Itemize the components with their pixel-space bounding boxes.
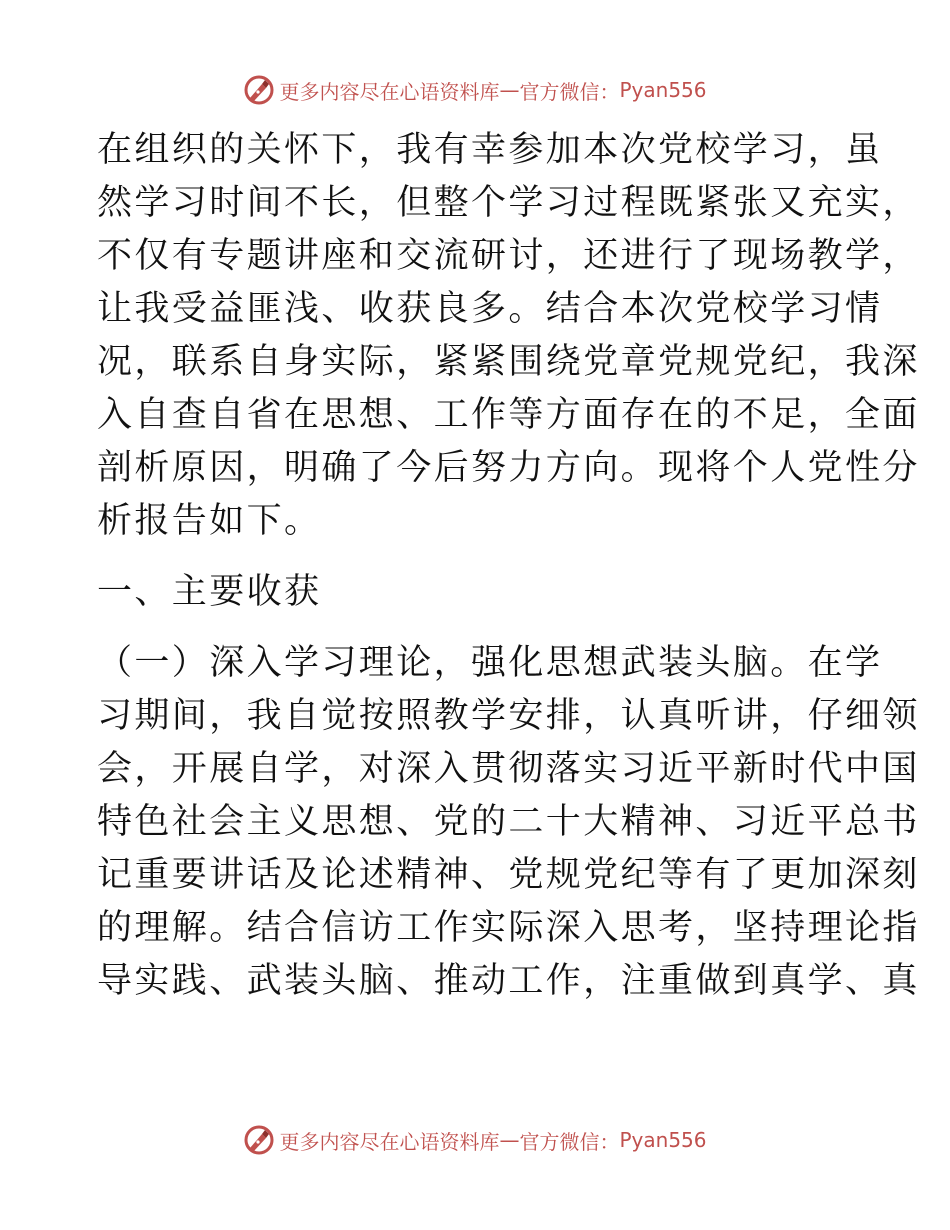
paragraph-line: 习期间，我自觉按照教学安排，认真听讲，仔细领 xyxy=(97,696,920,736)
header-contact-label: 官方微信： xyxy=(519,79,620,104)
paragraph-line: 让我受益匪浅、收获良多。结合本次党校学习情 xyxy=(97,289,883,329)
paragraph-spacer xyxy=(97,619,857,637)
paragraph-line: （一）深入学习理论，强化思想武装头脑。在学 xyxy=(97,643,883,683)
section-heading: 一、主要收获 xyxy=(97,572,322,612)
paragraph-line: 入自查自省在思想、工作等方面存在的不足，全面 xyxy=(97,395,920,435)
header-banner xyxy=(0,70,950,110)
paragraph-line: 特色社会主义思想、党的二十大精神、习近平总书 xyxy=(97,802,920,842)
document-body xyxy=(97,124,920,1008)
footer-banner xyxy=(0,1120,950,1160)
paragraph-line: 导实践、武装头脑、推动工作，注重做到真学、真 xyxy=(97,961,920,1001)
paragraph-line: 析报告如下。 xyxy=(97,501,322,541)
header-separator: — xyxy=(499,78,520,102)
paragraph-line: 记重要讲话及论述精神、党规党纪等有了更加深刻 xyxy=(97,855,920,895)
subsection-paragraph xyxy=(97,637,920,1008)
pen-nib-logo-icon xyxy=(243,1124,275,1156)
paragraph-line: 剖析原因，明确了今后努力方向。现将个人党性分 xyxy=(97,448,920,488)
paragraph-line: 会，开展自学，对深入贯彻落实习近平新时代中国 xyxy=(97,749,920,789)
header-promo-text: 更多内容尽在心语资料库 xyxy=(279,79,500,104)
paragraph-line: 在组织的关怀下，我有幸参加本次党校学习，虽 xyxy=(97,130,883,170)
paragraph-spacer xyxy=(97,548,857,566)
paragraph-line: 然学习时间不长，但整个学习过程既紧张又充实， xyxy=(97,183,920,223)
paragraph-line: 况，联系自身实际，紧紧围绕党章党规党纪，我深 xyxy=(97,342,920,382)
footer-promo-text: 更多内容尽在心语资料库 xyxy=(279,1129,500,1154)
paragraph-line: 不仅有专题讲座和交流研讨，还进行了现场教学， xyxy=(97,236,920,276)
pen-nib-logo-icon xyxy=(243,74,275,106)
footer-separator: — xyxy=(499,1128,520,1152)
footer-contact-id: Pyan556 xyxy=(619,1128,707,1152)
header-contact-id: Pyan556 xyxy=(619,78,707,102)
intro-paragraph xyxy=(97,124,920,548)
footer-contact-label: 官方微信： xyxy=(519,1129,620,1154)
paragraph-line: 的理解。结合信访工作实际深入思考，坚持理论指 xyxy=(97,908,920,948)
